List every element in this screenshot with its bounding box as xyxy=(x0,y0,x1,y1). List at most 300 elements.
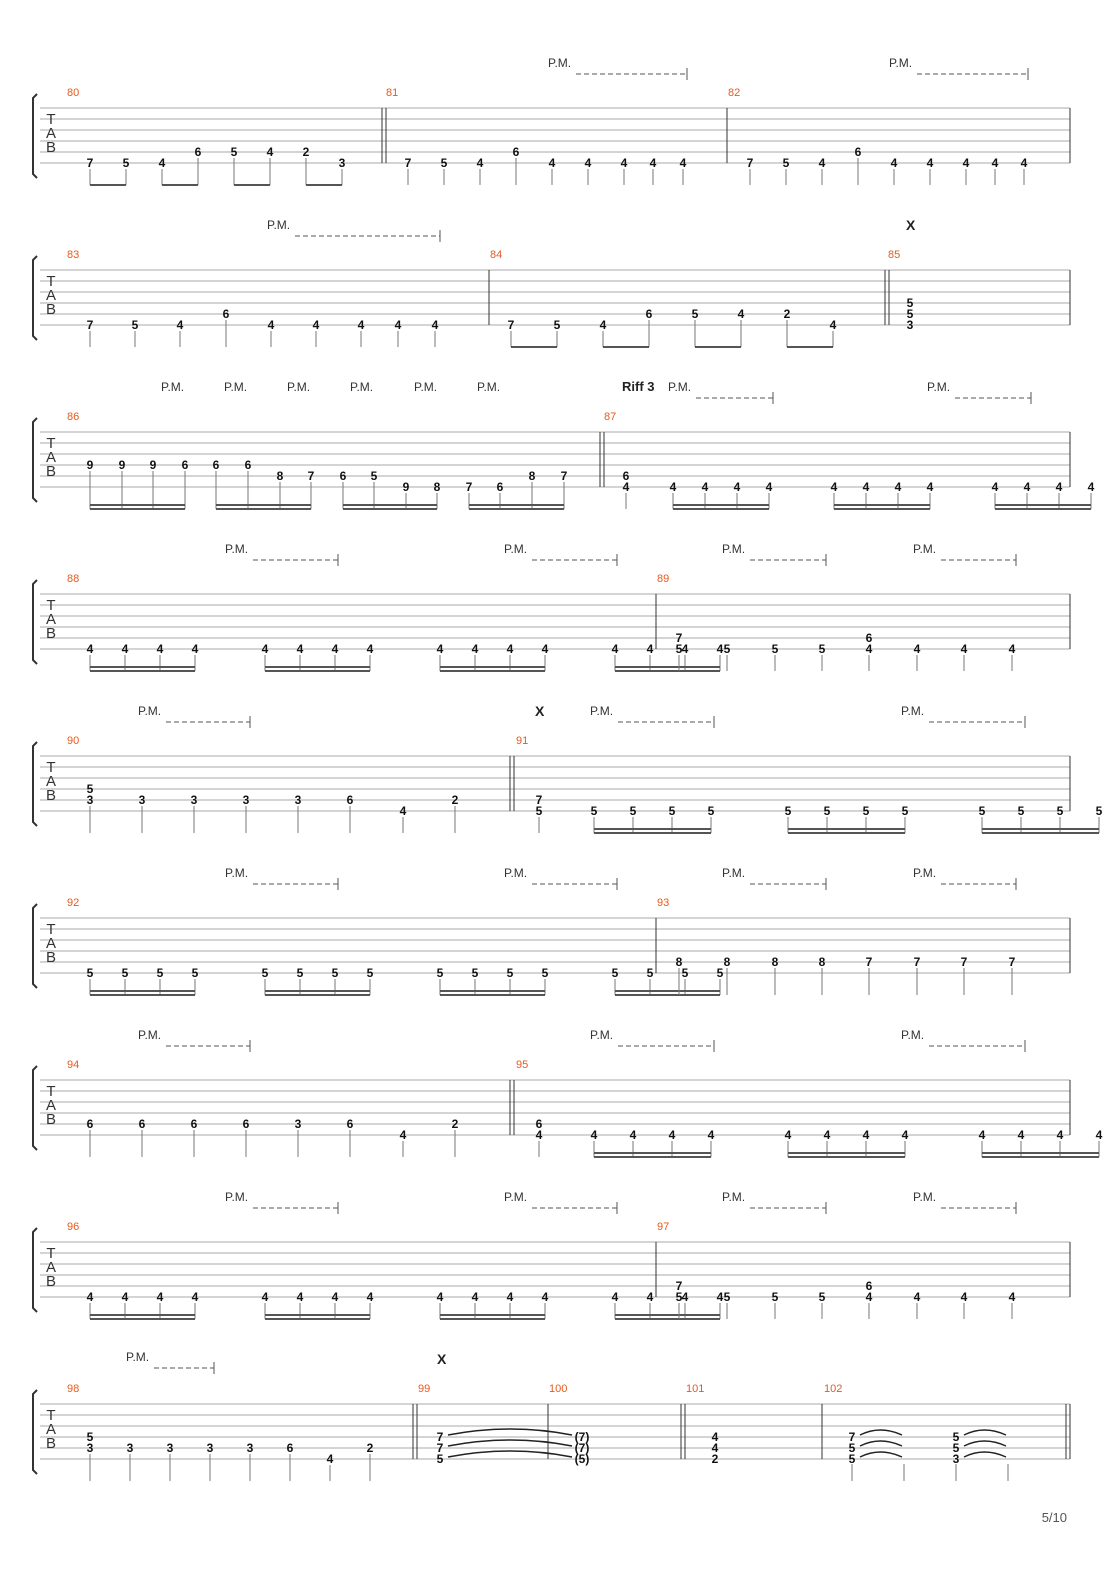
fret-number: 4 xyxy=(399,1128,407,1142)
palm-mute-label: P.M. xyxy=(590,1028,614,1042)
palm-mute-label: P.M. xyxy=(913,542,937,556)
palm-mute-label: P.M. xyxy=(287,380,311,394)
fret-number: 4 xyxy=(1008,642,1016,656)
fret-number: 6 xyxy=(181,458,189,472)
palm-mute-label: P.M. xyxy=(161,380,185,394)
fret-number: 5 xyxy=(818,642,826,656)
tab-clef: B xyxy=(45,1111,57,1128)
fret-number: 8 xyxy=(675,955,683,969)
measure-number: 101 xyxy=(686,1383,705,1395)
fret-number: 4 xyxy=(926,480,934,494)
palm-mute-label: P.M. xyxy=(225,866,249,880)
fret-number: 4 xyxy=(121,1290,129,1304)
fret-number: 4 xyxy=(669,480,677,494)
fret-number: 5 xyxy=(590,804,598,818)
fret-number: 4 xyxy=(862,1128,870,1142)
fret-number: 2 xyxy=(366,1441,374,1455)
fret-number: 4 xyxy=(431,318,439,332)
fret-number: 7 xyxy=(675,1279,683,1293)
fret-number: 5 xyxy=(1095,804,1103,818)
fret-number: 4 xyxy=(1087,480,1095,494)
tab-clef: B xyxy=(45,787,57,804)
fret-number: 4 xyxy=(541,642,549,656)
fret-number: 4 xyxy=(590,1128,598,1142)
fret-number: 5 xyxy=(122,156,130,170)
system-bracket xyxy=(33,1228,37,1312)
fret-number: 4 xyxy=(326,1452,334,1466)
fret-number: 5 xyxy=(681,966,689,980)
fret-number: 7 xyxy=(465,480,473,494)
fret-number: 7 xyxy=(86,318,94,332)
measure-number: 89 xyxy=(657,573,670,585)
fret-number: 4 xyxy=(121,642,129,656)
tab-clef: T xyxy=(46,111,56,128)
fret-number: (7) xyxy=(574,1430,590,1444)
tab-clef: T xyxy=(46,921,56,938)
tab-clef: A xyxy=(45,125,57,142)
fret-number: 7 xyxy=(86,156,94,170)
fret-number: 4 xyxy=(830,480,838,494)
fret-number: 5 xyxy=(691,307,699,321)
tie xyxy=(860,1430,902,1435)
fret-number: 5 xyxy=(230,145,238,159)
system-bracket xyxy=(33,418,37,502)
fret-number: 6 xyxy=(645,307,653,321)
tab-clef: A xyxy=(45,611,57,628)
page-number: 5/10 xyxy=(1041,1510,1067,1525)
tie xyxy=(448,1451,572,1457)
fret-number: 2 xyxy=(302,145,310,159)
fret-number: 4 xyxy=(261,642,269,656)
tab-clef: A xyxy=(45,287,57,304)
fret-number: 7 xyxy=(507,318,515,332)
fret-number: 5 xyxy=(471,966,479,980)
measure-number: 93 xyxy=(657,897,670,909)
palm-mute-label: P.M. xyxy=(722,542,746,556)
measure-number: 87 xyxy=(604,411,617,423)
tab-clef: B xyxy=(45,139,57,156)
palm-mute-label: P.M. xyxy=(504,866,528,880)
measure-number: 81 xyxy=(386,87,399,99)
fret-number: 5 xyxy=(121,966,129,980)
fret-number: 4 xyxy=(649,156,657,170)
fret-number: 5 xyxy=(296,966,304,980)
fret-number: 5 xyxy=(675,642,683,656)
section-label: Riff 3 xyxy=(622,379,655,394)
fret-number: 4 xyxy=(894,480,902,494)
fret-number: 4 xyxy=(176,318,184,332)
fret-number: 4 xyxy=(611,642,619,656)
fret-number: 7 xyxy=(307,469,315,483)
fret-number: 4 xyxy=(991,156,999,170)
tie xyxy=(964,1441,1006,1446)
tab-clef: T xyxy=(46,1083,56,1100)
fret-number: 4 xyxy=(622,480,630,494)
tab-clef: B xyxy=(45,949,57,966)
palm-mute-label: P.M. xyxy=(548,56,572,70)
fret-number: 6 xyxy=(865,631,873,645)
fret-number: 5 xyxy=(131,318,139,332)
fret-number: 3 xyxy=(906,318,914,332)
fret-number: 6 xyxy=(339,469,347,483)
fret-number: 8 xyxy=(433,480,441,494)
fret-number: 7 xyxy=(436,1430,444,1444)
tie xyxy=(448,1440,572,1446)
measure-number: 88 xyxy=(67,573,80,585)
fret-number: 6 xyxy=(865,1279,873,1293)
measure-number: 92 xyxy=(67,897,80,909)
tab-clef: T xyxy=(46,759,56,776)
fret-number: 5 xyxy=(771,642,779,656)
fret-number: 9 xyxy=(402,480,410,494)
fret-number: 6 xyxy=(194,145,202,159)
fret-number: 4 xyxy=(890,156,898,170)
fret-number: 9 xyxy=(149,458,157,472)
fret-number: 9 xyxy=(86,458,94,472)
fret-number: 5 xyxy=(906,296,914,310)
tab-clef: A xyxy=(45,449,57,466)
tab-clef: B xyxy=(45,463,57,480)
palm-mute-label: P.M. xyxy=(224,380,248,394)
measure-number: 86 xyxy=(67,411,80,423)
fret-number: 4 xyxy=(156,642,164,656)
fret-number: 4 xyxy=(436,1290,444,1304)
palm-mute-label: P.M. xyxy=(668,380,692,394)
fret-number: 4 xyxy=(620,156,628,170)
measure-number: 98 xyxy=(67,1383,80,1395)
fret-number: (7) xyxy=(574,1441,590,1455)
fret-number: 4 xyxy=(436,642,444,656)
fret-number: 4 xyxy=(541,1290,549,1304)
fret-number: 5 xyxy=(707,804,715,818)
fret-number: 4 xyxy=(646,642,654,656)
fret-number: 4 xyxy=(765,480,773,494)
system-bracket xyxy=(33,1066,37,1150)
palm-mute-label: P.M. xyxy=(138,704,162,718)
fret-number: 6 xyxy=(854,145,862,159)
fret-number: 8 xyxy=(276,469,284,483)
fret-number: 3 xyxy=(338,156,346,170)
measure-number: 90 xyxy=(67,735,80,747)
fret-number: 4 xyxy=(1017,1128,1025,1142)
fret-number: 4 xyxy=(962,156,970,170)
measure-number: 80 xyxy=(67,87,80,99)
fret-number: 2 xyxy=(451,1117,459,1131)
fret-number: 3 xyxy=(166,1441,174,1455)
fret-number: 4 xyxy=(701,480,709,494)
palm-mute-label: P.M. xyxy=(504,542,528,556)
fret-number: 4 xyxy=(261,1290,269,1304)
fret-number: 5 xyxy=(86,782,94,796)
measure-number: 100 xyxy=(549,1383,568,1395)
fret-number: 4 xyxy=(1056,1128,1064,1142)
fret-number: 4 xyxy=(1055,480,1063,494)
fret-number: 7 xyxy=(404,156,412,170)
fret-number: 5 xyxy=(156,966,164,980)
fret-number: 5 xyxy=(86,1430,94,1444)
tab-clef: T xyxy=(46,597,56,614)
section-marker: X xyxy=(535,703,545,719)
fret-number: 4 xyxy=(548,156,556,170)
fret-number: 4 xyxy=(296,642,304,656)
fret-number: 6 xyxy=(222,307,230,321)
fret-number: 9 xyxy=(118,458,126,472)
fret-number: 8 xyxy=(818,955,826,969)
fret-number: 7 xyxy=(535,793,543,807)
fret-number: 4 xyxy=(991,480,999,494)
palm-mute-label: P.M. xyxy=(225,542,249,556)
fret-number: 7 xyxy=(675,631,683,645)
tab-clef: B xyxy=(45,625,57,642)
fret-number: 5 xyxy=(848,1441,856,1455)
fret-number: 7 xyxy=(960,955,968,969)
measure-number: 83 xyxy=(67,249,80,261)
system-bracket xyxy=(33,1390,37,1474)
tab-clef: A xyxy=(45,773,57,790)
fret-number: 8 xyxy=(723,955,731,969)
fret-number: 8 xyxy=(771,955,779,969)
fret-number: 4 xyxy=(818,156,826,170)
palm-mute-label: P.M. xyxy=(927,380,951,394)
fret-number: 3 xyxy=(86,793,94,807)
palm-mute-label: P.M. xyxy=(126,1350,150,1364)
fret-number: 4 xyxy=(476,156,484,170)
fret-number: 4 xyxy=(716,642,724,656)
fret-number: 5 xyxy=(901,804,909,818)
fret-number: 3 xyxy=(86,1441,94,1455)
fret-number: 6 xyxy=(190,1117,198,1131)
tab-clef: T xyxy=(46,1245,56,1262)
palm-mute-label: P.M. xyxy=(889,56,913,70)
fret-number: 4 xyxy=(394,318,402,332)
palm-mute-label: P.M. xyxy=(722,1190,746,1204)
palm-mute-label: P.M. xyxy=(901,704,925,718)
measure-number: 99 xyxy=(418,1383,431,1395)
fret-number: 4 xyxy=(357,318,365,332)
fret-number: 7 xyxy=(746,156,754,170)
fret-number: 6 xyxy=(138,1117,146,1131)
fret-number: 4 xyxy=(960,642,968,656)
tab-clef: B xyxy=(45,1273,57,1290)
fret-number: 3 xyxy=(952,1452,960,1466)
fret-number: 4 xyxy=(312,318,320,332)
fret-number: 6 xyxy=(346,793,354,807)
fret-number: 7 xyxy=(913,955,921,969)
palm-mute-label: P.M. xyxy=(350,380,374,394)
fret-number: 6 xyxy=(242,1117,250,1131)
fret-number: 3 xyxy=(206,1441,214,1455)
tie xyxy=(860,1441,902,1446)
measure-number: 96 xyxy=(67,1221,80,1233)
fret-number: 5 xyxy=(370,469,378,483)
palm-mute-label: P.M. xyxy=(913,866,937,880)
fret-number: 4 xyxy=(191,642,199,656)
tie xyxy=(860,1452,902,1457)
tab-clef: T xyxy=(46,273,56,290)
palm-mute-label: P.M. xyxy=(267,218,291,232)
system-bracket xyxy=(33,256,37,340)
measure-number: 97 xyxy=(657,1221,670,1233)
fret-number: 4 xyxy=(978,1128,986,1142)
fret-number: 2 xyxy=(783,307,791,321)
fret-number: 3 xyxy=(190,793,198,807)
palm-mute-label: P.M. xyxy=(722,866,746,880)
fret-number: 4 xyxy=(865,642,873,656)
fret-number: 5 xyxy=(506,966,514,980)
palm-mute-label: P.M. xyxy=(477,380,501,394)
fret-number: 5 xyxy=(862,804,870,818)
fret-number: 5 xyxy=(86,966,94,980)
fret-number: 4 xyxy=(86,642,94,656)
fret-number: 4 xyxy=(1020,156,1028,170)
fret-number: 6 xyxy=(212,458,220,472)
fret-number: 4 xyxy=(366,642,374,656)
fret-number: 4 xyxy=(506,642,514,656)
fret-number: 5 xyxy=(675,1290,683,1304)
section-marker: X xyxy=(906,217,916,233)
fret-number: 4 xyxy=(611,1290,619,1304)
tie xyxy=(964,1430,1006,1435)
fret-number: 5 xyxy=(952,1441,960,1455)
fret-number: 7 xyxy=(436,1441,444,1455)
palm-mute-label: P.M. xyxy=(225,1190,249,1204)
fret-number: 4 xyxy=(681,642,689,656)
tab-clef: A xyxy=(45,1097,57,1114)
fret-number: 5 xyxy=(952,1430,960,1444)
fret-number: 4 xyxy=(471,1290,479,1304)
fret-number: 4 xyxy=(1095,1128,1103,1142)
system-bracket xyxy=(33,94,37,178)
palm-mute-label: P.M. xyxy=(414,380,438,394)
measure-number: 82 xyxy=(728,87,741,99)
fret-number: 4 xyxy=(156,1290,164,1304)
measure-number: 85 xyxy=(888,249,901,261)
fret-number: 4 xyxy=(158,156,166,170)
fret-number: 6 xyxy=(286,1441,294,1455)
fret-number: 4 xyxy=(681,1290,689,1304)
fret-number: 3 xyxy=(126,1441,134,1455)
fret-number: 5 xyxy=(261,966,269,980)
fret-number: 4 xyxy=(535,1128,543,1142)
fret-number: 5 xyxy=(535,804,543,818)
fret-number: 4 xyxy=(784,1128,792,1142)
fret-number: 7 xyxy=(865,955,873,969)
fret-number: 7 xyxy=(848,1430,856,1444)
fret-number: 5 xyxy=(723,642,731,656)
fret-number: 4 xyxy=(86,1290,94,1304)
fret-number: 5 xyxy=(541,966,549,980)
fret-number: 4 xyxy=(266,145,274,159)
fret-number: 4 xyxy=(366,1290,374,1304)
fret-number: 4 xyxy=(716,1290,724,1304)
fret-number: 5 xyxy=(436,1452,444,1466)
fret-number: 5 xyxy=(716,966,724,980)
fret-number: 4 xyxy=(707,1128,715,1142)
fret-number: 5 xyxy=(331,966,339,980)
system-bracket xyxy=(33,742,37,826)
tab-clef: T xyxy=(46,1407,56,1424)
fret-number: 7 xyxy=(560,469,568,483)
fret-number: 4 xyxy=(331,642,339,656)
fret-number: 5 xyxy=(629,804,637,818)
fret-number: 5 xyxy=(646,966,654,980)
fret-number: 3 xyxy=(246,1441,254,1455)
fret-number: 5 xyxy=(668,804,676,818)
fret-number: 3 xyxy=(138,793,146,807)
fret-number: 4 xyxy=(629,1128,637,1142)
section-marker: X xyxy=(437,1351,447,1367)
fret-number: 4 xyxy=(399,804,407,818)
palm-mute-label: P.M. xyxy=(901,1028,925,1042)
fret-number: 4 xyxy=(267,318,275,332)
tab-clef: A xyxy=(45,1259,57,1276)
measure-number: 102 xyxy=(824,1383,843,1395)
fret-number: 4 xyxy=(679,156,687,170)
palm-mute-label: P.M. xyxy=(913,1190,937,1204)
measure-number: 95 xyxy=(516,1059,529,1071)
fret-number: 2 xyxy=(451,793,459,807)
system-bracket xyxy=(33,904,37,988)
fret-number: 5 xyxy=(784,804,792,818)
fret-number: 6 xyxy=(622,469,630,483)
fret-number: 5 xyxy=(611,966,619,980)
measure-number: 84 xyxy=(490,249,503,261)
fret-number: 7 xyxy=(1008,955,1016,969)
tab-clef: A xyxy=(45,1421,57,1438)
fret-number: 6 xyxy=(346,1117,354,1131)
fret-number: 4 xyxy=(926,156,934,170)
fret-number: 5 xyxy=(771,1290,779,1304)
palm-mute-label: P.M. xyxy=(590,704,614,718)
measure-number: 94 xyxy=(67,1059,80,1071)
fret-number: 4 xyxy=(331,1290,339,1304)
fret-number: 5 xyxy=(782,156,790,170)
fret-number: 4 xyxy=(733,480,741,494)
fret-number: 4 xyxy=(471,642,479,656)
fret-number: 4 xyxy=(901,1128,909,1142)
fret-number: 5 xyxy=(848,1452,856,1466)
fret-number: 6 xyxy=(512,145,520,159)
measure-number: 91 xyxy=(516,735,529,747)
fret-number: 3 xyxy=(294,1117,302,1131)
fret-number: 4 xyxy=(737,307,745,321)
fret-number: 4 xyxy=(506,1290,514,1304)
fret-number: 5 xyxy=(818,1290,826,1304)
fret-number: 5 xyxy=(191,966,199,980)
tab-clef: A xyxy=(45,935,57,952)
fret-number: 8 xyxy=(528,469,536,483)
fret-number: 5 xyxy=(1056,804,1064,818)
fret-number: 4 xyxy=(829,318,837,332)
fret-number: 5 xyxy=(440,156,448,170)
fret-number: 4 xyxy=(913,642,921,656)
fret-number: 5 xyxy=(978,804,986,818)
palm-mute-label: P.M. xyxy=(138,1028,162,1042)
fret-number: 4 xyxy=(1023,480,1031,494)
tie xyxy=(964,1452,1006,1457)
fret-number: 5 xyxy=(436,966,444,980)
fret-number: 2 xyxy=(711,1452,719,1466)
fret-number: 4 xyxy=(711,1441,719,1455)
fret-number: 6 xyxy=(496,480,504,494)
fret-number: 5 xyxy=(906,307,914,321)
fret-number: 6 xyxy=(535,1117,543,1131)
fret-number: 4 xyxy=(960,1290,968,1304)
fret-number: 5 xyxy=(366,966,374,980)
system-bracket xyxy=(33,580,37,664)
fret-number: 6 xyxy=(86,1117,94,1131)
fret-number: 6 xyxy=(244,458,252,472)
